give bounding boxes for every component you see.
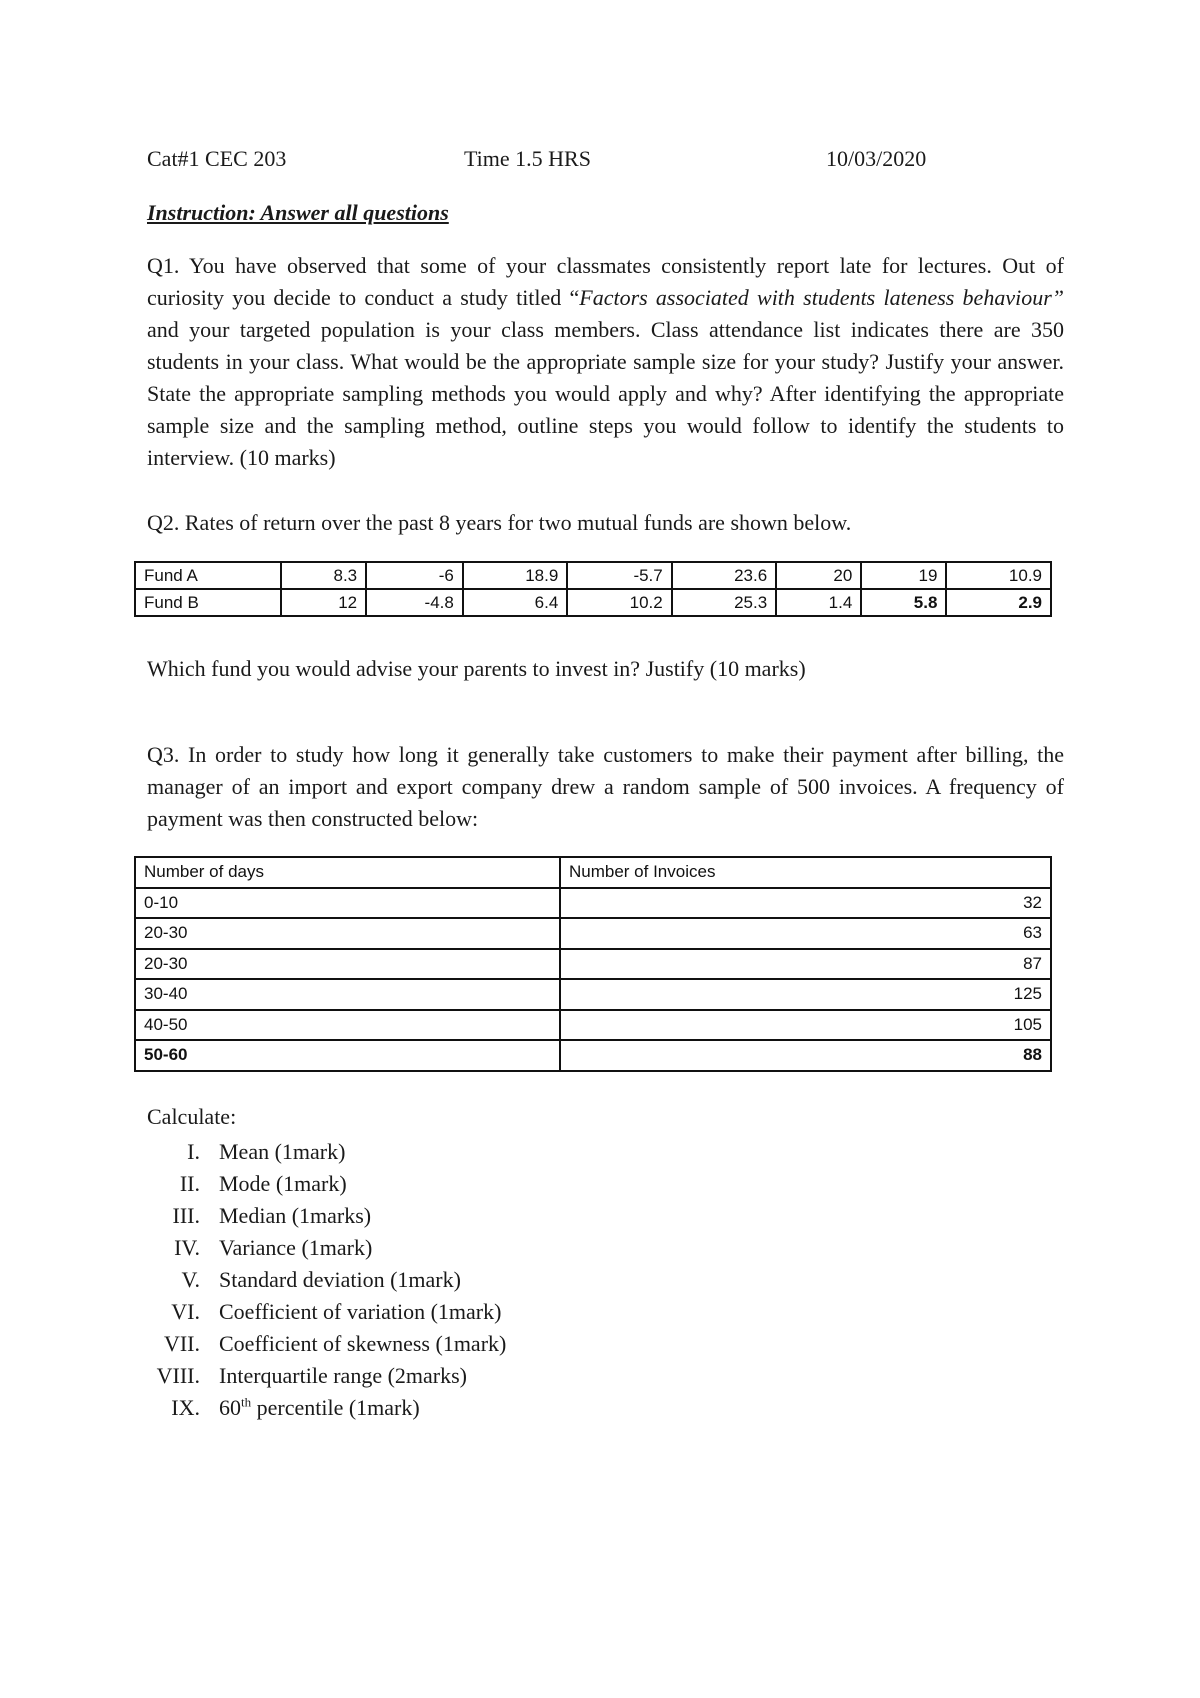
invoices-cell: 63 bbox=[560, 918, 1051, 949]
course-code: Cat#1 CEC 203 bbox=[147, 146, 287, 171]
list-item bbox=[120, 1328, 640, 1360]
days-cell: 40-50 bbox=[135, 1010, 560, 1041]
table-row bbox=[135, 589, 1051, 616]
list-item-text: Coefficient of skewness (1mark) bbox=[219, 1331, 507, 1356]
table-row bbox=[135, 1010, 1051, 1041]
fund-returns-table bbox=[134, 561, 1052, 617]
list-item bbox=[120, 1136, 640, 1168]
question-2-intro: Q2. Rates of return over the past 8 years for two mutual funds are shown below. bbox=[147, 510, 852, 535]
table-row bbox=[135, 918, 1051, 949]
fund-value: 6.4 bbox=[463, 589, 567, 616]
fund-value: 10.9 bbox=[946, 562, 1051, 589]
list-item-text: Variance (1mark) bbox=[219, 1235, 373, 1260]
question-3-intro: Q3. In order to study how long it generally take customers to make their payment after billing, the manager of an import and export company drew a random sample of 500 invoices. A frequency of payment was then constructed below: bbox=[147, 742, 1064, 831]
invoices-cell: 88 bbox=[560, 1040, 1051, 1071]
question-1-study-title: Factors associated with students lateness behaviour” bbox=[579, 285, 1064, 310]
exam-date: 10/03/2020 bbox=[826, 146, 927, 171]
list-item bbox=[120, 1296, 640, 1328]
table-row bbox=[135, 979, 1051, 1010]
invoices-cell: 87 bbox=[560, 949, 1051, 980]
fund-name: Fund B bbox=[135, 589, 281, 616]
table-row bbox=[135, 562, 1051, 589]
fund-value: -6 bbox=[366, 562, 463, 589]
list-numeral: III. bbox=[172, 1203, 200, 1228]
percentile-label: percentile (1mark) bbox=[251, 1395, 420, 1420]
fund-value: 1.4 bbox=[776, 589, 861, 616]
table-row bbox=[135, 949, 1051, 980]
list-numeral: V. bbox=[181, 1267, 200, 1292]
list-numeral: II. bbox=[179, 1171, 200, 1196]
invoices-cell: 32 bbox=[560, 888, 1051, 919]
list-item bbox=[120, 1200, 640, 1232]
days-cell: 20-30 bbox=[135, 918, 560, 949]
list-item bbox=[120, 1264, 640, 1296]
exam-header bbox=[147, 146, 937, 176]
table-header-row bbox=[135, 857, 1051, 888]
fund-value: -5.7 bbox=[567, 562, 671, 589]
list-item-text: Standard deviation (1mark) bbox=[219, 1267, 461, 1292]
fund-value: 23.6 bbox=[672, 562, 776, 589]
exam-duration: Time 1.5 HRS bbox=[464, 146, 591, 171]
fund-value: 12 bbox=[281, 589, 366, 616]
payment-frequency-table bbox=[134, 856, 1052, 1072]
fund-value: 2.9 bbox=[946, 589, 1051, 616]
column-header-days: Number of days bbox=[135, 857, 560, 888]
table-row bbox=[135, 1040, 1051, 1071]
fund-value: -4.8 bbox=[366, 589, 463, 616]
list-item bbox=[120, 1360, 640, 1392]
list-numeral: IV. bbox=[174, 1235, 200, 1260]
list-item bbox=[120, 1392, 640, 1424]
list-item bbox=[120, 1232, 640, 1264]
question-1-text-start: Q1. You have observed that some of your classmates consistently report late for lectures. Out of curiosity you decide to conduct a study titled “ bbox=[147, 253, 1064, 310]
days-cell: 0-10 bbox=[135, 888, 560, 919]
calculate-label: Calculate: bbox=[147, 1104, 237, 1129]
list-item-text: Mode (1mark) bbox=[219, 1171, 347, 1196]
list-item-text: Median (1marks) bbox=[219, 1203, 372, 1228]
fund-value: 10.2 bbox=[567, 589, 671, 616]
fund-value: 20 bbox=[776, 562, 861, 589]
list-item-text: Mean (1mark) bbox=[219, 1139, 346, 1164]
question-1-text-end: and your targeted population is your class members. Class attendance list indicates there are 350 students in your class. What would be the appropriate sample size for your study? Justify your answer. State the appropriate sampling methods you would apply and why? After identifying the appropriate sample size and the sampling method, outline steps you would follow to identify the students to interview. (10 marks) bbox=[147, 317, 1064, 470]
fund-value: 5.8 bbox=[861, 589, 946, 616]
list-numeral: VI. bbox=[171, 1299, 200, 1324]
list-item-text bbox=[219, 1392, 420, 1424]
question-1 bbox=[147, 250, 1064, 474]
ordinal-suffix: th bbox=[241, 1394, 252, 1410]
list-numeral: VIII. bbox=[156, 1363, 200, 1388]
list-numeral: VII. bbox=[163, 1331, 200, 1356]
invoices-cell: 105 bbox=[560, 1010, 1051, 1041]
column-header-invoices: Number of Invoices bbox=[560, 857, 1051, 888]
fund-value: 19 bbox=[861, 562, 946, 589]
instruction-heading: Instruction: Answer all questions bbox=[147, 200, 449, 225]
list-item-text: Coefficient of variation (1mark) bbox=[219, 1299, 502, 1324]
list-numeral: I. bbox=[187, 1139, 200, 1164]
table-row bbox=[135, 888, 1051, 919]
calculation-list bbox=[120, 1136, 640, 1424]
days-cell: 50-60 bbox=[135, 1040, 560, 1071]
invoices-cell: 125 bbox=[560, 979, 1051, 1010]
list-numeral: IX. bbox=[171, 1395, 200, 1420]
fund-value: 25.3 bbox=[672, 589, 776, 616]
percentile-number: 60 bbox=[219, 1395, 241, 1420]
days-cell: 20-30 bbox=[135, 949, 560, 980]
fund-name: Fund A bbox=[135, 562, 281, 589]
days-cell: 30-40 bbox=[135, 979, 560, 1010]
list-item-text: Interquartile range (2marks) bbox=[219, 1363, 467, 1388]
question-2-prompt: Which fund you would advise your parents to invest in? Justify (10 marks) bbox=[147, 656, 806, 681]
list-item bbox=[120, 1168, 640, 1200]
fund-value: 8.3 bbox=[281, 562, 366, 589]
fund-value: 18.9 bbox=[463, 562, 567, 589]
